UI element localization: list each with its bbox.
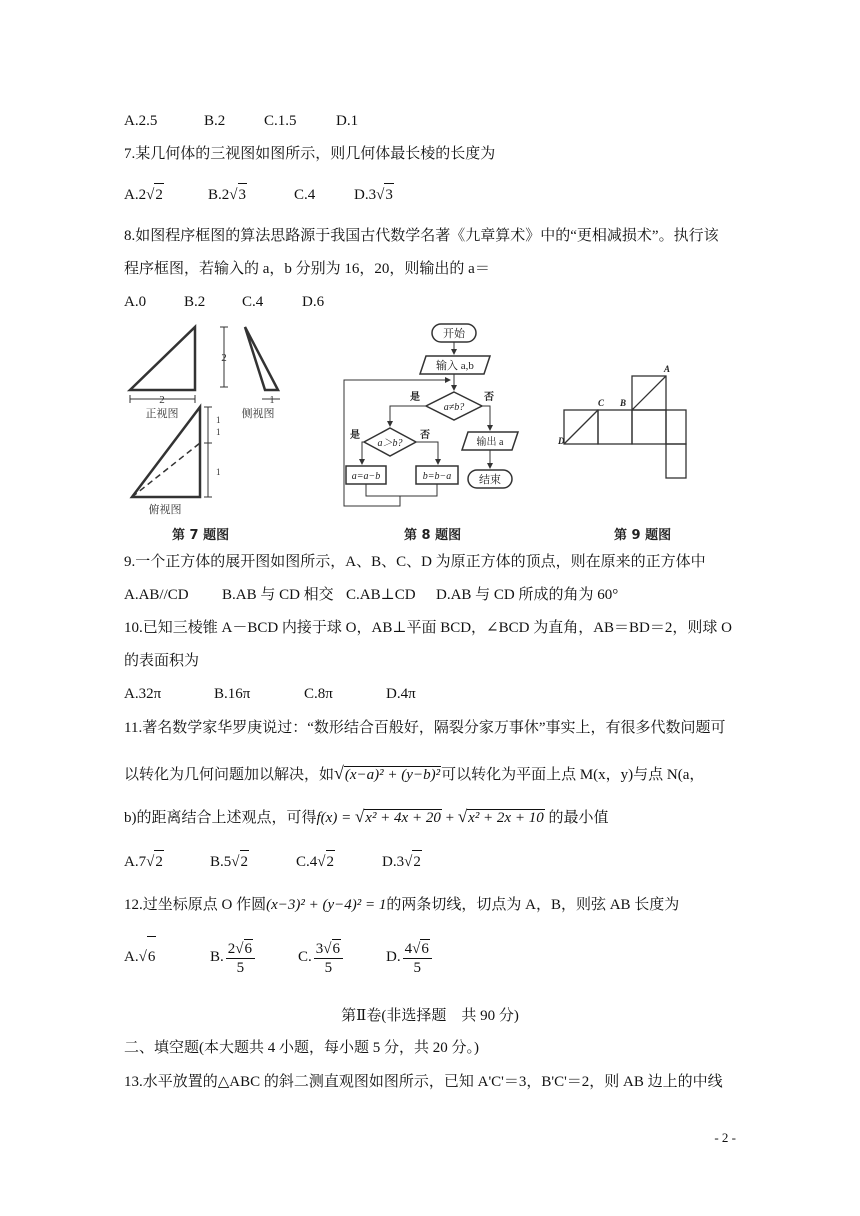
q11-stem-line3: b)的距离结合上述观点，可得f(x) = √x² + 4x + 20 + √x² + 2x + 10 的最小值: [124, 807, 609, 826]
q9-option-c: C.AB⊥CD: [346, 587, 416, 603]
q8-options: [124, 291, 324, 313]
part2-title: 第Ⅱ卷(非选择题 共 90 分): [341, 1008, 519, 1024]
q10-stem-line1: 10.已知三棱锥 A－BCD 内接于球 O，AB⊥平面 BCD，∠BCD 为直角，AB＝BD＝2，则球 O: [124, 620, 732, 636]
q10-option-c: C.8π: [304, 686, 333, 702]
fig9-caption: 第 9 题图: [614, 528, 672, 543]
q7-option-a: A.2√2: [124, 183, 208, 206]
page-number: - 2 -: [714, 1130, 736, 1145]
q10-option-a: A.32π: [124, 686, 162, 702]
q11-stem-line2: 以转化为几何问题加以解决，如√(x−a)² + (y−b)²可以转化为平面上点 M(x，y)与点 N(a，: [124, 763, 705, 783]
q12-stem: 12.过坐标原点 O 作圆(x−3)² + (y−4)² = 1的两条切线，切点为 A，B，则弦 AB 长度为: [124, 897, 680, 913]
label-b: B: [620, 398, 627, 408]
front-view-shape: [130, 327, 195, 390]
q11-stem-line1: 11.著名数学家华罗庚说过：“数形结合百般好，隔裂分家万事休”事实上，有很多代数问题可: [124, 720, 726, 736]
q12-options: [124, 936, 434, 977]
q9-options: [124, 584, 618, 606]
fc-no2: 否: [420, 430, 430, 441]
fig8-caption: 第 8 题图: [404, 528, 462, 543]
q11-root1: x² + 4x + 20: [365, 810, 441, 826]
fc-assign-b: b=b−a: [422, 471, 452, 482]
fc-assign-a: a=a−b: [351, 471, 381, 482]
q10-option-b: B.16π: [214, 686, 251, 702]
q8-stem-line1: 8.如图程序框图的算法思路源于我国古代数学名著《九章算术》中的“更相减损术”。执行该: [124, 228, 719, 244]
q13-stem: 13.水平放置的△ABC 的斜二测直观图如图所示，已知 A'C'＝3，B'C'＝2，则 AB 边上的中线: [124, 1074, 723, 1090]
front-view-label: 正视图: [145, 408, 179, 420]
fig8-flowchart: [340, 320, 530, 520]
fc-yes2: 是: [350, 430, 360, 441]
q7-options: [124, 183, 394, 206]
q10-stem-line2: 的表面积为: [124, 653, 200, 669]
fc-cond1: a≠b?: [443, 402, 465, 413]
side-view-label: 侧视图: [241, 408, 275, 420]
label-a: A: [664, 364, 671, 374]
q12-option-d: D. $\frac{4√6}{5}$: [386, 937, 434, 977]
fig7-caption: 第 7 题图: [172, 528, 230, 543]
q6-options: [124, 110, 358, 132]
q11-options: [124, 850, 422, 873]
q9-option-d: D.AB 与 CD 所成的角为 60°: [436, 587, 619, 603]
dim-front: 2: [159, 394, 165, 406]
top-view-label: 俯视图: [148, 504, 182, 516]
q8-option-a: A.0: [124, 294, 147, 310]
q12-option-a: A.√6: [124, 936, 210, 977]
q12-circle-expr: (x−3)² + (y−4)² = 1: [266, 897, 387, 913]
q8-stem-line2: 程序框图，若输入的 a，b 分别为 16，20，则输出的 a＝: [124, 261, 490, 277]
q8-option-d: D.6: [302, 294, 325, 310]
q6-option-b: B.2: [204, 113, 226, 129]
q7-option-c: C.4: [294, 187, 316, 203]
label-d: D: [558, 436, 565, 446]
q9-option-a: A.AB//CD: [124, 587, 189, 603]
q10-option-d: D.4π: [386, 686, 416, 702]
q11-option-b: B.5√2: [210, 850, 296, 873]
section2-heading: 二、填空题(本大题共 4 小题，每小题 5 分，共 20 分。): [124, 1040, 479, 1056]
q10-options: [124, 683, 416, 705]
q11-distance-expr: (x−a)² + (y−b)²: [344, 767, 441, 783]
fc-end: 结束: [479, 474, 501, 486]
q11-option-c: C.4√2: [296, 850, 382, 873]
dim-side: 1: [269, 395, 275, 406]
q12-option-b: B. $\frac{2√6}{5}$: [210, 937, 298, 977]
fc-no1: 否: [484, 392, 494, 403]
q6-option-a: A.2.5: [124, 113, 158, 129]
q11-f: f(x) =: [316, 810, 355, 826]
q9-option-b: B.AB 与 CD 相交: [222, 587, 334, 603]
dim-top-a: 1: [216, 415, 221, 425]
side-view-shape: [245, 327, 278, 390]
dim-side-height: 2: [221, 352, 227, 364]
q7-option-d: D.3√3: [354, 183, 394, 206]
q6-option-d: D.1: [336, 113, 359, 129]
q7-stem: 7.某几何体的三视图如图所示，则几何体最长棱的长度为: [124, 146, 496, 162]
fc-output: 输出 a: [476, 437, 504, 448]
q11-option-a: A.7√2: [124, 850, 210, 873]
q11-root2: x² + 2x + 10: [468, 810, 544, 826]
q8-option-c: C.4: [242, 294, 264, 310]
q6-option-c: C.1.5: [264, 113, 297, 129]
q9-stem: 9.一个正方体的展开图如图所示，A、B、C、D 为原正方体的顶点，则在原来的正方体中: [124, 554, 706, 570]
fig7-three-views: [120, 325, 300, 525]
label-c: C: [598, 398, 605, 408]
fc-cond2: a＞b?: [377, 438, 403, 449]
fc-input: 输入 a,b: [436, 360, 474, 372]
dim-top-b: 1: [216, 427, 221, 437]
fig9-cube-net-full: [560, 360, 690, 480]
dim-top-c: 1: [216, 467, 221, 477]
fc-yes1: 是: [410, 392, 420, 403]
fc-start: 开始: [443, 328, 465, 340]
q7-option-b: B.2√3: [208, 183, 294, 206]
q8-option-b: B.2: [184, 294, 206, 310]
q12-option-c: C. $\frac{3√6}{5}$: [298, 937, 386, 977]
q11-option-d: D.3√2: [382, 850, 422, 873]
